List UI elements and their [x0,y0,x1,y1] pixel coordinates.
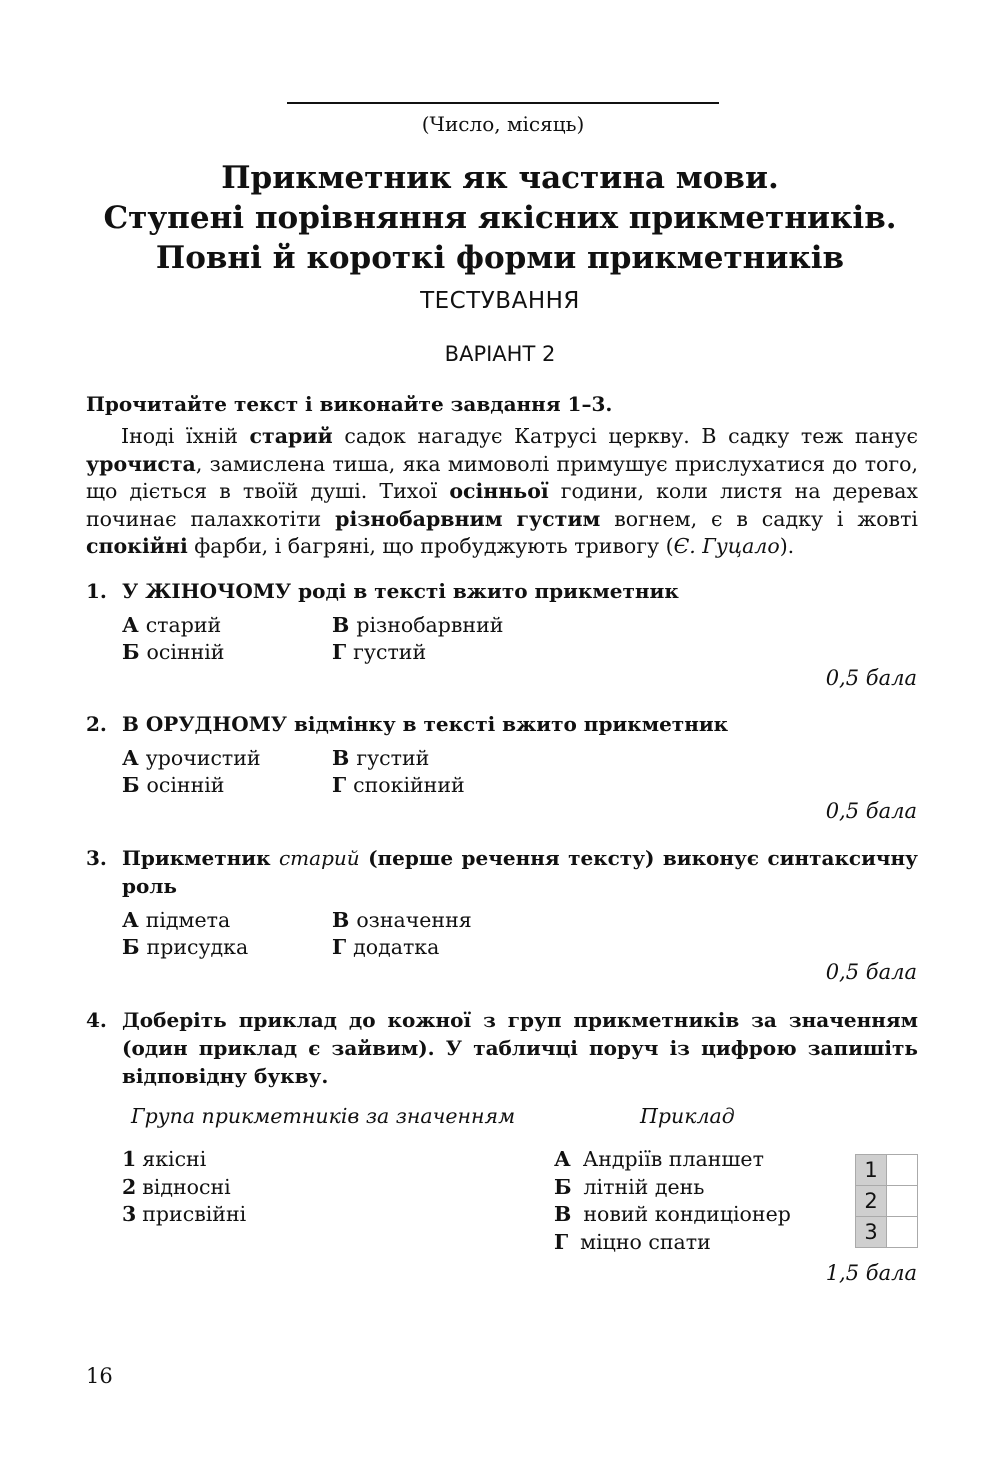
question-3-text: Прикметник старий (перше речення тексту) виконує синтаксичну роль [122,846,918,898]
answer-cell-1[interactable] [887,1155,918,1186]
question-3-score: 0,5 бала [825,960,917,984]
question-2: 2. В ОРУДНОМУ відмінку в тексті вжито прикметник А урочистий Б осінній В густий Г спокійний [86,710,918,800]
answer-row-number: 3 [856,1217,887,1248]
page-number: 16 [86,1364,113,1388]
answer-row-number: 2 [856,1186,887,1217]
question-1-options [122,611,918,667]
answer-grid [855,1154,918,1248]
groups-column-header: Група прикметників за значенням [131,1104,516,1128]
group-item: 1 якісні [122,1147,207,1171]
option-v[interactable]: В означення [332,908,472,932]
option-b[interactable]: Б присудка [122,935,249,959]
option-v[interactable]: В різнобарвний [332,613,504,637]
question-2-options [122,744,918,800]
reading-passage: Іноді їхній старий садок нагадує Катрусі церкву. В садку теж панує урочиста, замислена тиша, яка мимоволі примушує прислухатися до того, що діється в твоїй душі. Тихої осінньої години, коли листя на деревах починає палахкотіти різнобарвним густим вогнем, є в садку і жовті спокійні фарби, і багряні, що пробуджують тривогу (Є. Гуцало). [86,424,918,558]
reading-instruction: Прочитайте текст і виконайте завдання 1–3. [86,392,613,416]
question-4-text: Доберіть приклад до кожної з груп прикметників за значенням (один приклад є зайвим). У табличці поруч із цифрою запишіть відповідну букву. [122,1008,918,1088]
option-a[interactable]: А урочистий [122,746,261,770]
question-1: 1. У ЖІНОЧОМУ роді в тексті вжито прикметник А старий Б осінній В різнобарвний Г густий [86,577,918,667]
title-line-1: Прикметник як частина мови. [221,160,779,196]
example-item[interactable]: В новий кондиціонер [554,1202,791,1226]
question-3-options [122,906,918,962]
examples-column-header: Приклад [640,1104,735,1128]
example-item[interactable]: Б літній день [554,1174,705,1199]
date-caption: (Число, місяць) [421,112,585,136]
example-item[interactable]: Г міцно спати [554,1229,711,1254]
question-4: 4. Доберіть приклад до кожної з груп прикметників за значенням (один приклад є зайвим). У табличці поруч із цифрою запишіть відповідну букву. [86,1008,918,1088]
testing-heading: ТЕСТУВАННЯ [420,288,580,314]
passage-author: Є. Гуцало [673,534,780,558]
variant-heading: ВАРІАНТ 2 [444,342,556,366]
question-1-text: У ЖІНОЧОМУ роді в тексті вжито прикметник [122,579,679,603]
question-4-score: 1,5 бала [825,1261,917,1285]
option-g[interactable]: Г спокійний [332,773,465,797]
answer-cell-2[interactable] [887,1186,918,1217]
group-item: 3 присвійні [122,1202,247,1226]
title-line-3: Повні й короткі форми прикметників [155,240,845,276]
group-list [122,1146,246,1229]
example-list [554,1146,791,1256]
page-title [0,158,1000,278]
example-item[interactable]: А Андріїв планшет [554,1147,764,1171]
option-b[interactable]: Б осінній [122,640,225,664]
option-g[interactable]: Г додатка [332,935,440,959]
answer-row-number: 1 [856,1155,887,1186]
question-2-score: 0,5 бала [825,799,917,823]
question-2-text: В ОРУДНОМУ відмінку в тексті вжито прикметник [122,712,729,736]
group-item: 2 відносні [122,1174,231,1199]
option-g[interactable]: Г густий [332,640,427,664]
answer-cell-3[interactable] [887,1217,918,1248]
title-line-2: Ступені порівняння якісних прикметників. [103,200,897,236]
option-a[interactable]: А старий [122,613,222,637]
option-b[interactable]: Б осінній [122,773,225,797]
question-1-score: 0,5 бала [825,666,917,690]
question-3: 3. Прикметник старий (перше речення тексту) виконує синтаксичну роль А підмета Б присудка В означення Г додатка [86,844,918,962]
option-v[interactable]: В густий [332,746,430,770]
date-write-line [287,102,719,104]
option-a[interactable]: А підмета [122,908,231,932]
